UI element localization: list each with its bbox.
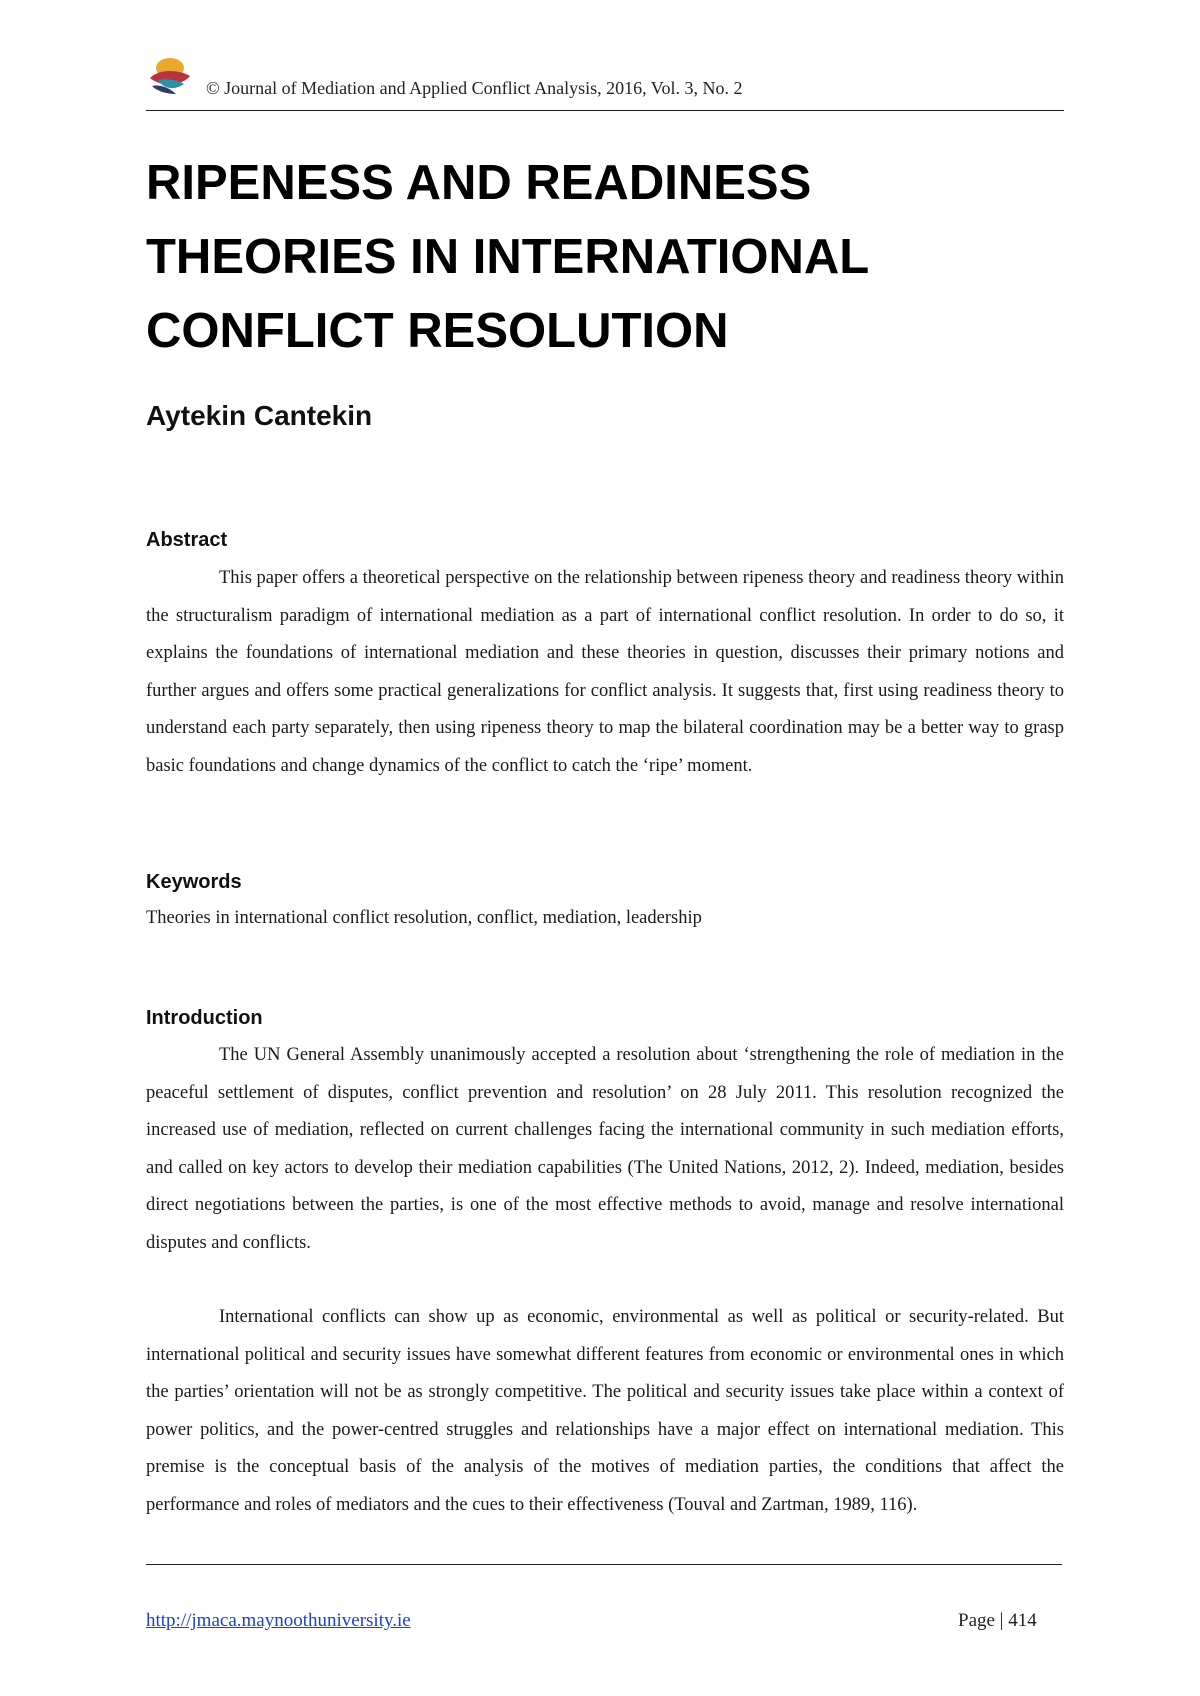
title-line: RIPENESS AND READINESS: [146, 156, 812, 210]
title-line: CONFLICT RESOLUTION: [146, 304, 729, 358]
journal-website-link[interactable]: http://jmaca.maynoothuniversity.ie: [146, 1610, 411, 1631]
paper-title: [146, 146, 1066, 368]
abstract-text: This paper offers a theoretical perspective on the relationship between ripeness theory and readiness theory within the structuralism paradigm of international mediation as a part of international conflict resolution. In order to do so, it explains the foundations of international mediation and these theories in question, discusses their primary notions and further argues and offers some practical generalizations for conflict analysis. It suggests that, first using readiness theory to understand each party separately, then using ripeness theory to map the bilateral coordination may be a better way to grasp basic foundations and change dynamics of the conflict to catch the ‘ripe’ moment.: [146, 568, 1064, 776]
introduction-paragraph: International conflicts can show up as economic, environmental as well as political or security-related. But international political and security issues have somewhat different features from economic or environmental ones in which the parties’ orientation will not be as strongly competitive. The political and security issues take place within a context of power politics, and the power-centred struggles and relationships have a major effect on international mediation. This premise is the conceptual basis of the analysis of the motives of mediation parties, the conditions that affect the performance and roles of mediators and the cues to their effectiveness (Touval and Zartman, 1989, 116).: [146, 1307, 1064, 1515]
abstract-heading: Abstract: [146, 529, 228, 551]
introduction-heading: Introduction: [146, 1007, 263, 1029]
page-header: [146, 56, 1064, 111]
journal-logo-icon: [146, 56, 194, 100]
journal-citation: © Journal of Mediation and Applied Conflict Analysis, 2016, Vol. 3, No. 2: [206, 78, 743, 98]
keywords-text: Theories in international conflict resolution, conflict, mediation, leadership: [146, 908, 702, 928]
title-line: THEORIES IN INTERNATIONAL: [146, 230, 870, 284]
keywords-heading: Keywords: [146, 871, 242, 893]
footer-divider: [146, 1564, 1062, 1565]
introduction-paragraph: The UN General Assembly unanimously accepted a resolution about ‘strengthening the role of mediation in the peaceful settlement of disputes, conflict prevention and resolution’ on 28 July 2011. This resolution recognized the increased use of mediation, reflected on current challenges facing the international community in such mediation efforts, and called on key actors to develop their mediation capabilities (The United Nations, 2012, 2). Indeed, mediation, besides direct negotiations between the parties, is one of the most effective methods to avoid, manage and resolve international disputes and conflicts.: [146, 1045, 1064, 1253]
page-number: Page | 414: [958, 1610, 1037, 1631]
author-name: Aytekin Cantekin: [146, 400, 373, 431]
